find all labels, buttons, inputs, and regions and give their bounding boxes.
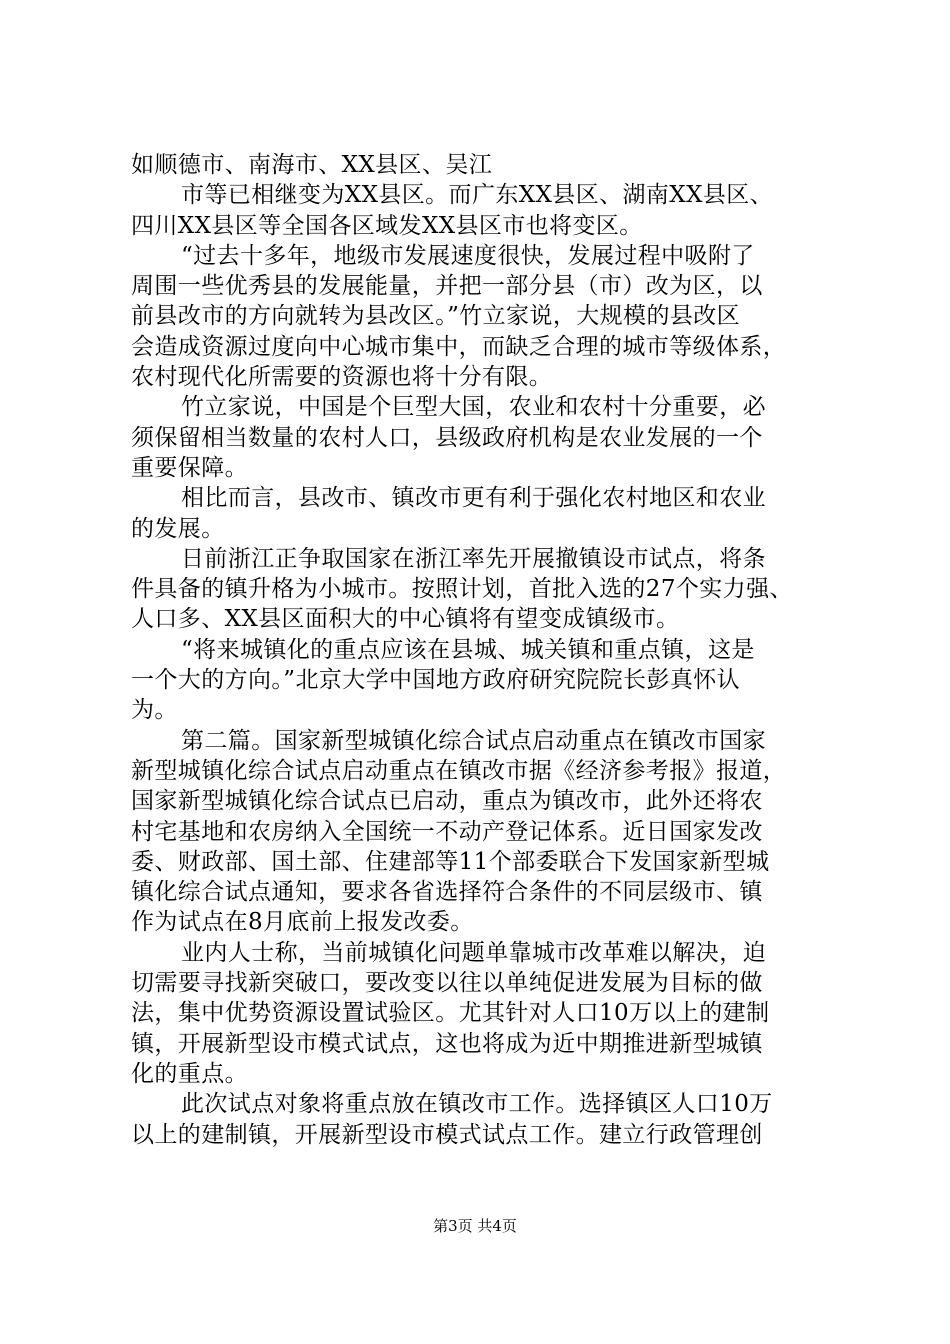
text-line: 切需要寻找新突破口，要改变以往以单纯促进发展为目标的做: [131, 970, 763, 997]
page-footer: 第3页 共4页: [433, 1217, 517, 1235]
text-line: 四川XX县区等全国各区域发XX县区市也将变区。: [131, 212, 643, 239]
text-line: 镇，开展新型设市模式试点，这也将成为近中期推进新型城镇: [131, 1030, 763, 1057]
text-line: 第二篇。国家新型城镇化综合试点启动重点在镇改市国家: [181, 727, 766, 754]
text-line: 化的重点。: [131, 1060, 248, 1087]
text-line: 会造成资源过度向中心城市集中，而缺乏合理的城市等级体系，: [131, 333, 787, 360]
text-line: 重要保障。: [131, 454, 248, 481]
text-line: 市等已相继变为XX县区。而广东XX县区、湖南XX县区、: [181, 182, 774, 209]
text-line: 为。: [131, 697, 178, 724]
text-line: 以上的建制镇，开展新型设市模式试点工作。建立行政管理创: [131, 1121, 763, 1148]
text-line: 此次试点对象将重点放在镇改市工作。选择镇区人口10万: [181, 1091, 773, 1118]
text-line: “将来城镇化的重点应该在县城、城关镇和重点镇，这是: [181, 636, 755, 663]
text-line: 如顺德市、南海市、XX县区、吴江: [131, 152, 493, 178]
text-line: 须保留相当数量的农村人口，县级政府机构是农业发展的一个: [131, 424, 763, 451]
text-line: “过去十多年，地级市发展速度很快，发展过程中吸附了: [181, 242, 755, 269]
text-line: 件具备的镇升格为小城市。按照计划，首批入选的27个实力强、: [131, 576, 793, 603]
text-line: 一个大的方向。”北京大学中国地方政府研究院院长彭真怀认: [131, 667, 741, 694]
text-line: 国家新型城镇化综合试点已启动，重点为镇改市，此外还将农: [131, 788, 763, 815]
text-line: 委、财政部、国土部、住建部等11个部委联合下发国家新型城: [131, 848, 770, 875]
text-line: 新型城镇化综合试点启动重点在镇改市据《经济参考报》报道，: [131, 757, 787, 784]
text-line: 竹立家说，中国是个巨型大国，农业和农村十分重要，必: [181, 394, 766, 421]
text-line: 人口多、XX县区面积大的中心镇将有望变成镇级市。: [131, 606, 680, 633]
text-line: 的发展。: [131, 515, 225, 542]
text-line: 作为试点在8月底前上报发改委。: [131, 909, 474, 936]
text-line: 镇化综合试点通知，要求各省选择符合条件的不同层级市、镇: [131, 879, 763, 906]
text-line: 村宅基地和农房纳入全国统一不动产登记体系。近日国家发改: [131, 818, 763, 845]
text-line: 法，集中优势资源设置试验区。尤其针对人口10万以上的建制: [131, 1000, 770, 1027]
text-line: 日前浙江正争取国家在浙江率先开展撤镇设市试点，将条: [181, 545, 766, 572]
document-body: [131, 150, 831, 1150]
text-line: 业内人士称，当前城镇化问题单靠城市改革难以解决，迫: [181, 939, 766, 966]
text-line: 农村现代化所需要的资源也将十分有限。: [131, 364, 553, 391]
text-line: 相比而言，县改市、镇改市更有利于强化农村地区和农业: [181, 485, 766, 512]
text-line: 前县改市的方向就转为县改区。”竹立家说，大规模的县改区: [131, 303, 741, 330]
text-line: 周围一些优秀县的发展能量，并把一部分县（市）改为区，以: [131, 273, 763, 300]
